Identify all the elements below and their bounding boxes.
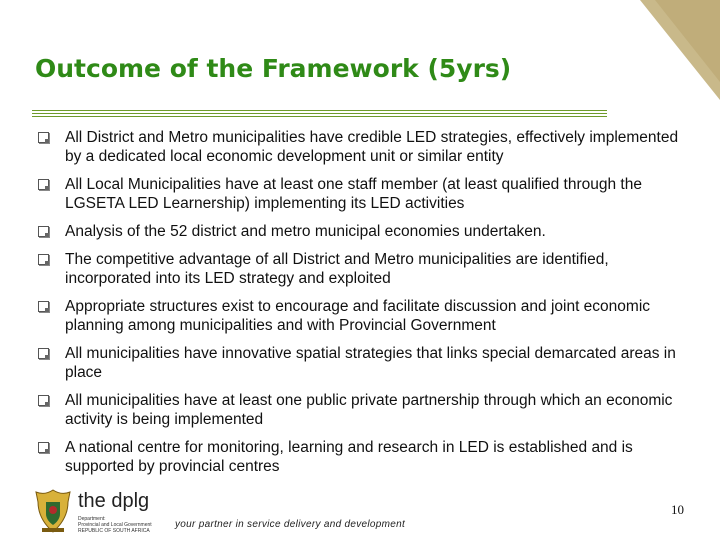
department-text (78, 516, 178, 534)
bullet-text: All Local Municipalities have at least one staff member (at least qualified through the LGSETA LED Learnership) implementing its LED activities (65, 176, 642, 212)
department-line: REPUBLIC OF SOUTH AFRICA (78, 528, 150, 534)
bullet-item (38, 222, 688, 241)
bullet-text: All municipalities have at least one public private partnership through which an economic activity is being implemented (65, 392, 673, 428)
page-number: 10 (671, 502, 684, 517)
checkbox-square-icon (38, 442, 49, 453)
bullet-text: Appropriate structures exist to encourage and facilitate discussion and joint economic planning among municipalities and with Provincial Government (65, 298, 651, 334)
coat-of-arms-icon (32, 488, 74, 536)
bullet-item (38, 438, 688, 476)
checkbox-square-icon (38, 226, 49, 237)
bullet-text: Analysis of the 52 district and metro municipal economies undertaken. (65, 223, 546, 240)
bullet-text: A national centre for monitoring, learning and research in LED is established and is supported by provincial centres (65, 439, 633, 475)
bullet-item (38, 175, 688, 213)
bullet-text: All District and Metro municipalities have credible LED strategies, effectively implemented by a dedicated local economic development unit or similar entity (65, 129, 679, 165)
bullet-item (38, 297, 688, 335)
brand-name: the dplg (78, 490, 150, 512)
bullet-text: The competitive advantage of all District and Metro municipalities are identified, incorporated into its LED strategy and exploited (65, 251, 609, 287)
checkbox-square-icon (38, 301, 49, 312)
footer-tagline: your partner in service delivery and development (175, 519, 406, 530)
checkbox-square-icon (38, 395, 49, 406)
bullet-text: All municipalities have innovative spatial strategies that links special demarcated areas in place (65, 345, 676, 381)
bullet-item (38, 128, 688, 166)
checkbox-square-icon (38, 348, 49, 359)
bullet-item (38, 250, 688, 288)
checkbox-square-icon (38, 132, 49, 143)
department-line: Provincial and Local Government (78, 522, 152, 528)
checkbox-square-icon (38, 179, 49, 190)
department-line: Department: (78, 516, 106, 522)
title-divider (32, 110, 607, 118)
checkbox-square-icon (38, 254, 49, 265)
bullet-item (38, 391, 688, 429)
bullet-list (38, 128, 688, 476)
bullet-item (38, 344, 688, 382)
corner-decoration (0, 0, 720, 100)
slide-title: Outcome of the Framework (5yrs) (35, 54, 512, 83)
